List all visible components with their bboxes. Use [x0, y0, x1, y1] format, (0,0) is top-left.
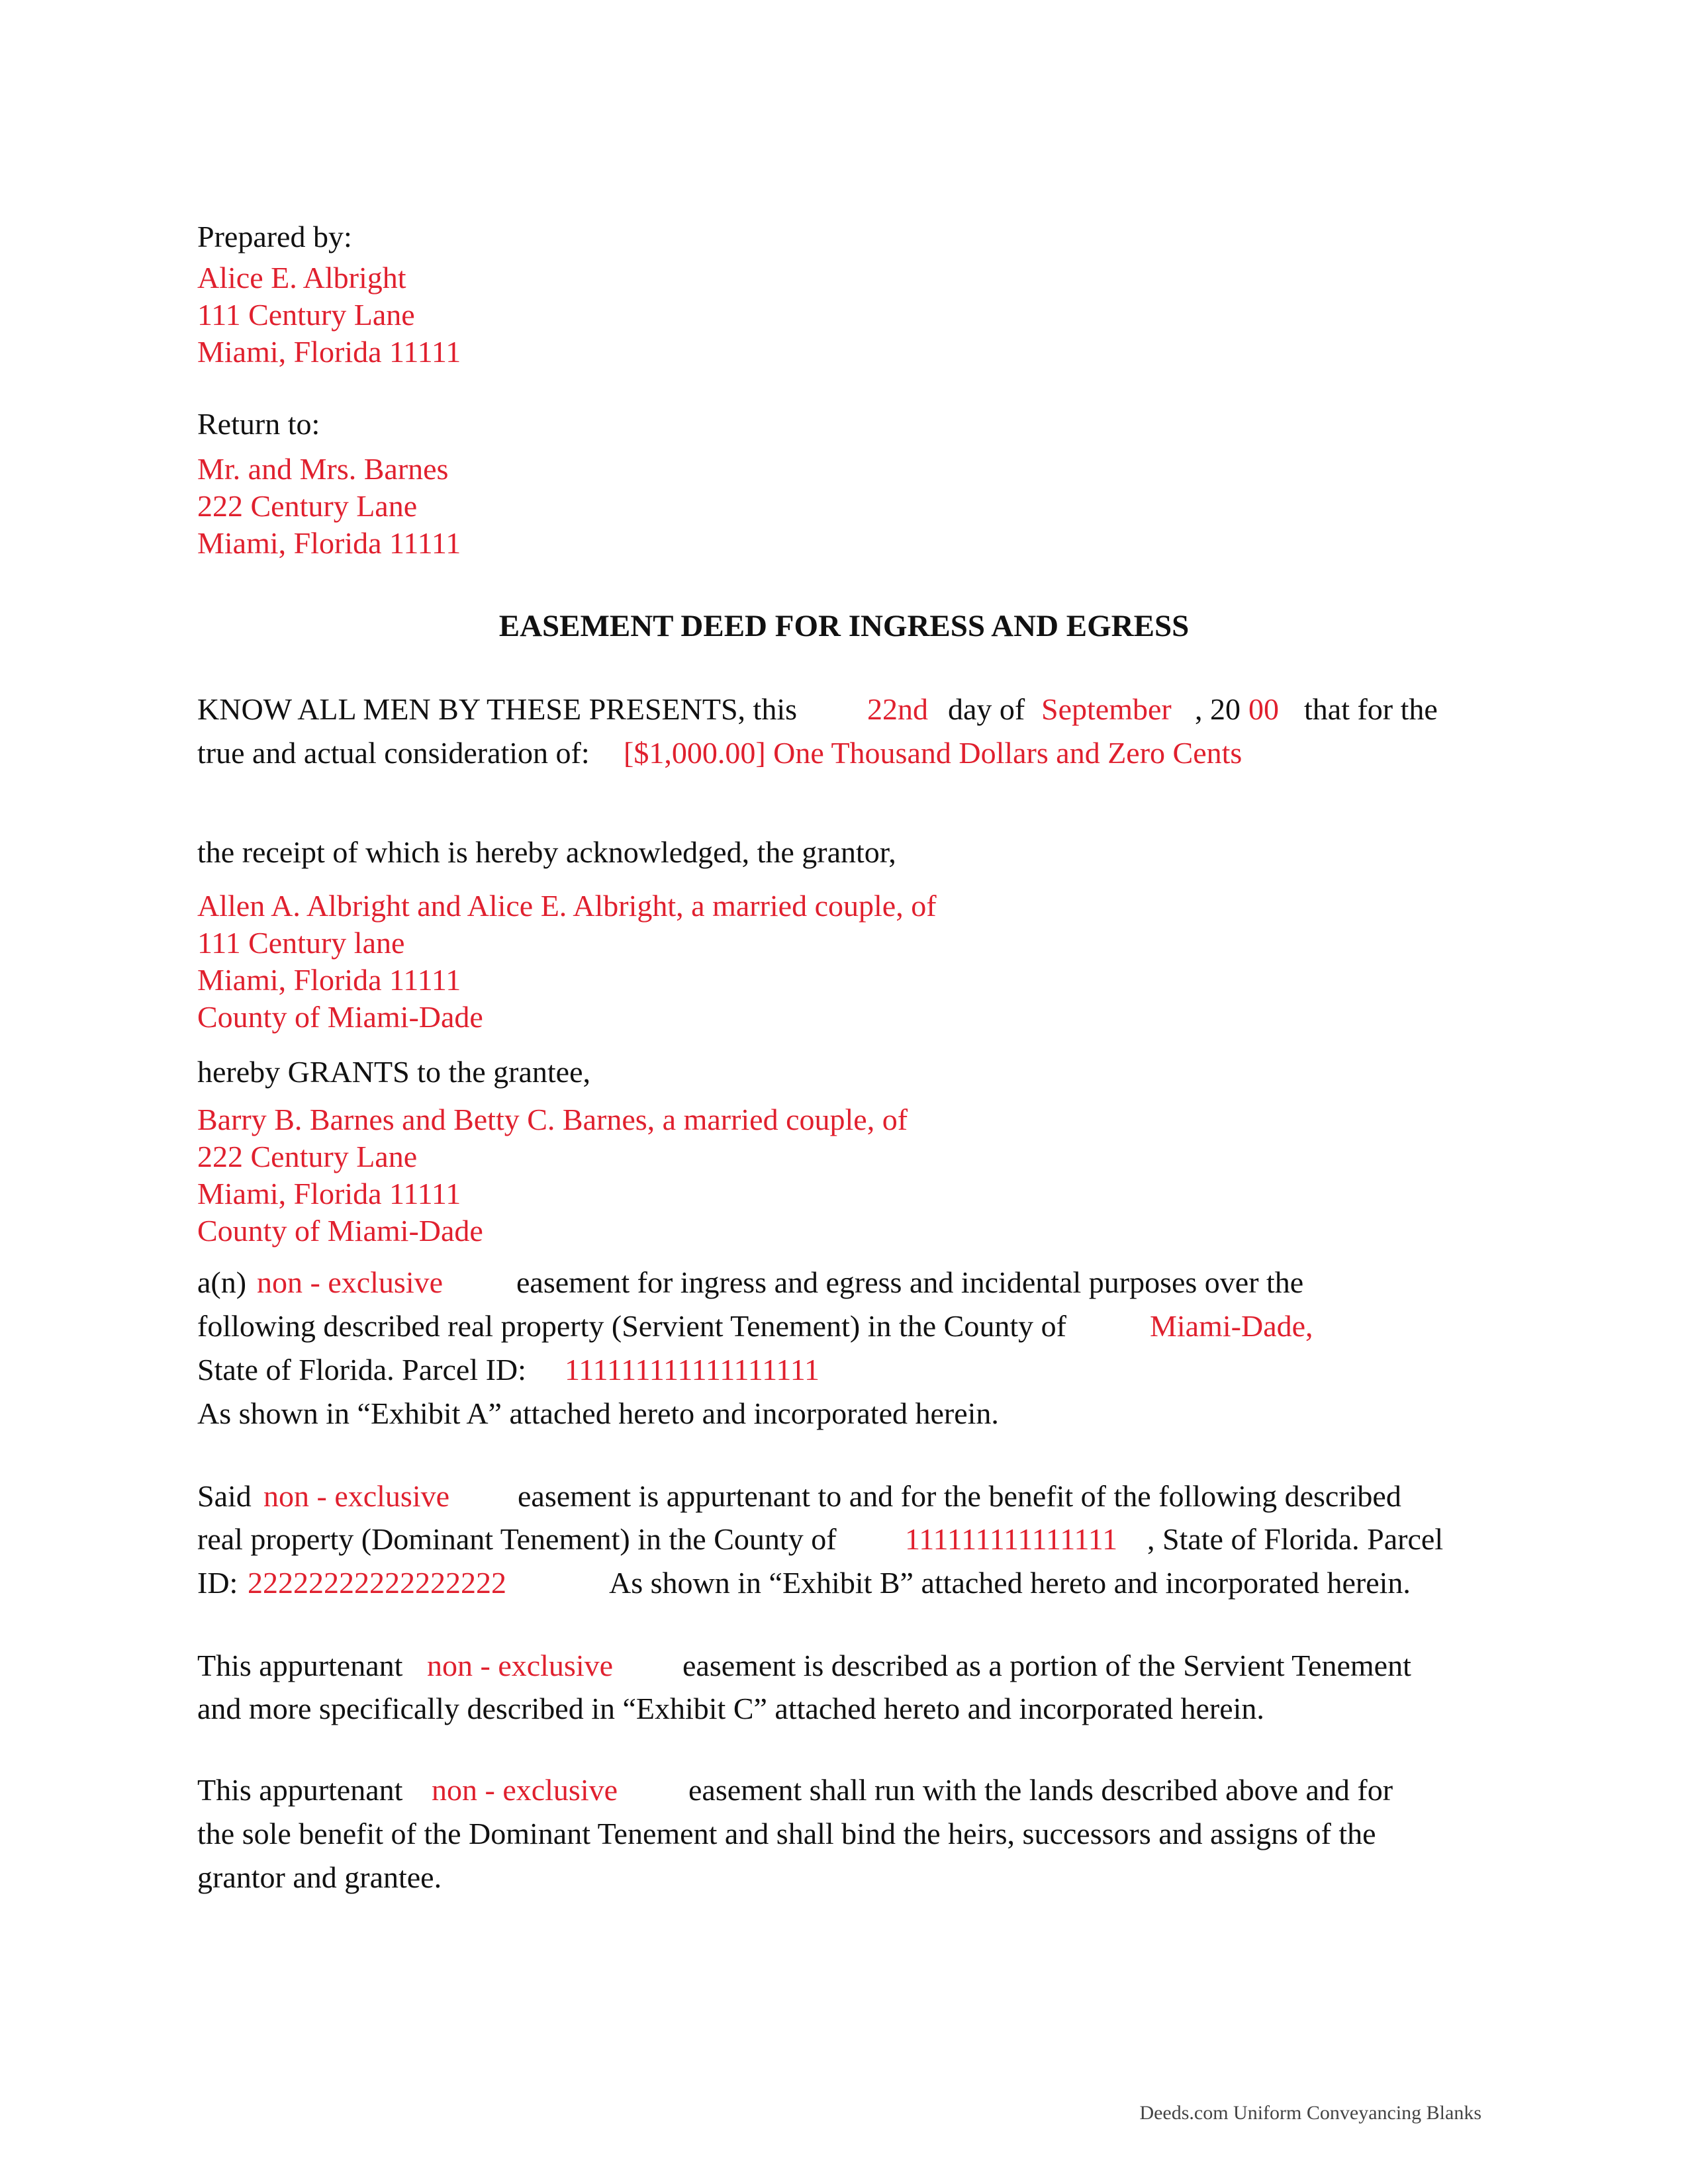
intro-text-3: , 20 [1195, 692, 1241, 726]
para2-text-4: As shown in “Exhibit B” attached hereto and incorporated herein. [609, 1566, 1411, 1600]
grantee-name: Barry B. Barnes and Betty C. Barnes, a married couple, of [197, 1103, 908, 1136]
grantee-county: County of Miami-Dade [197, 1214, 483, 1248]
para1-text-3: State of Florida. Parcel ID: [197, 1353, 526, 1387]
grantor-street: 111 Century lane [197, 926, 405, 960]
return-street: 222 Century Lane [197, 489, 418, 523]
para1-county: Miami-Dade, [1150, 1309, 1313, 1343]
para2-text-3: , State of Florida. Parcel [1147, 1522, 1444, 1556]
para4-text-2: the sole benefit of the Dominant Tenement and shall bind the heirs, successors and assigns of the [197, 1817, 1376, 1850]
intro-text-5: true and actual consideration of: [197, 736, 590, 770]
para2-said: Said [197, 1479, 252, 1513]
para4-type: non - exclusive [432, 1773, 618, 1807]
para4-text-1: easement shall run with the lands described above and for [688, 1773, 1393, 1807]
para1-text-4: As shown in “Exhibit A” attached hereto and incorporated herein. [197, 1396, 999, 1430]
para2-text-1: easement is appurtenant to and for the benefit of the following described [518, 1479, 1401, 1513]
intro-text-1: KNOW ALL MEN BY THESE PRESENTS, this [197, 692, 798, 726]
grantor-name: Allen A. Albright and Alice E. Albright, a married couple, of [197, 889, 937, 923]
grantee-street: 222 Century Lane [197, 1140, 418, 1173]
receipt-text: the receipt of which is hereby acknowledged, the grantor, [197, 835, 896, 869]
grantee-block [197, 1101, 908, 1250]
para1-parcel: 111111111111111111 [565, 1353, 820, 1387]
intro-day: 22nd [867, 692, 928, 726]
document-title: EASEMENT DEED FOR INGRESS AND EGRESS [498, 609, 1190, 643]
para1-text-2: following described real property (Servient Tenement) in the County of [197, 1309, 1066, 1343]
para4-text-3: grantor and grantee. [197, 1860, 442, 1894]
para3-text-1: easement is described as a portion of the Servient Tenement [682, 1649, 1411, 1682]
grantor-city: Miami, Florida 11111 [197, 963, 461, 997]
intro-text-4: that for the [1304, 692, 1438, 726]
preparer-city: Miami, Florida 11111 [197, 335, 461, 369]
grantor-block [197, 887, 937, 1036]
return-to-block [197, 406, 461, 562]
prepared-by-block [197, 218, 461, 371]
para2-type: non - exclusive [263, 1479, 450, 1513]
para4-text-0: This appurtenant [197, 1773, 403, 1807]
para3-text-0: This appurtenant [197, 1649, 403, 1682]
preparer-street: 111 Century Lane [197, 298, 415, 332]
grants-text: hereby GRANTS to the grantee, [197, 1055, 591, 1089]
para3-type: non - exclusive [427, 1649, 614, 1682]
intro-text-2: day of [948, 692, 1025, 726]
return-city: Miami, Florida 11111 [197, 526, 461, 560]
return-name: Mr. and Mrs. Barnes [197, 452, 449, 486]
para1-type: non - exclusive [257, 1265, 444, 1299]
consideration-amount: [$1,000.00] One Thousand Dollars and Zero Cents [624, 736, 1243, 770]
grantee-city: Miami, Florida 11111 [197, 1177, 461, 1210]
para2-parcel: 22222222222222222 [248, 1566, 506, 1600]
preparer-name: Alice E. Albright [197, 261, 406, 295]
intro-year: 00 [1248, 692, 1279, 726]
return-to-label: Return to: [197, 407, 320, 441]
para3-text-2: and more specifically described in “Exhibit C” attached hereto and incorporated herein. [197, 1692, 1264, 1725]
intro-month: September [1041, 692, 1172, 726]
para2-id-label: ID: [197, 1566, 238, 1600]
prepared-by-label: Prepared by: [197, 220, 352, 253]
para1-an: a(n) [197, 1265, 247, 1299]
para1-text-1: easement for ingress and egress and incidental purposes over the [516, 1265, 1304, 1299]
footer-credit: Deeds.com Uniform Conveyancing Blanks [1139, 2102, 1481, 2124]
para2-county: 111111111111111 [905, 1522, 1118, 1556]
grantor-county: County of Miami-Dade [197, 1000, 483, 1034]
para2-text-2: real property (Dominant Tenement) in the County of [197, 1522, 837, 1556]
